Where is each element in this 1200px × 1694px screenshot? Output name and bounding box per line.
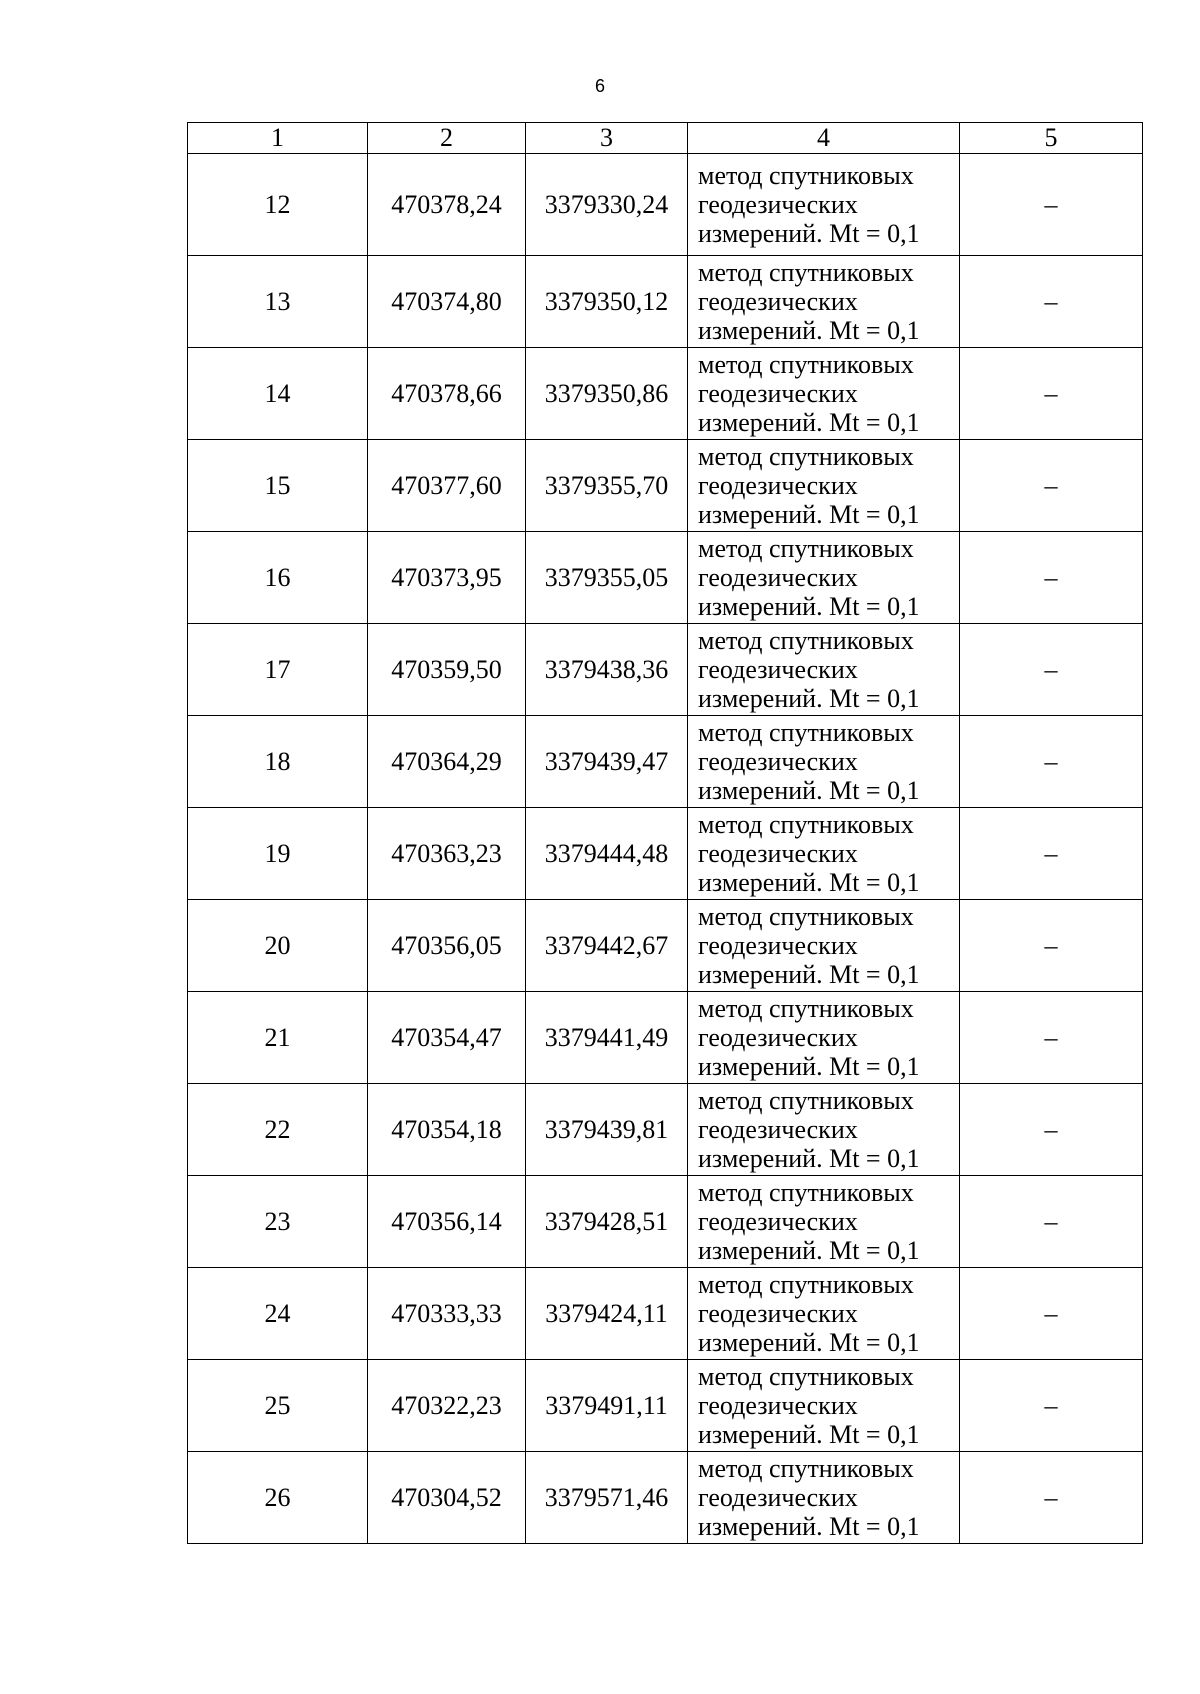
x-coordinate-cell: 470373,95 bbox=[368, 532, 526, 624]
table-row bbox=[188, 440, 1143, 532]
note-cell: – bbox=[960, 440, 1143, 532]
point-number-cell: 16 bbox=[188, 532, 368, 624]
method-cell bbox=[688, 624, 960, 716]
x-coordinate-cell: 470363,23 bbox=[368, 808, 526, 900]
table-body bbox=[188, 154, 1143, 1544]
header-col-2: 2 bbox=[368, 123, 526, 154]
table-row bbox=[188, 1452, 1143, 1544]
method-line: измерений. Mt = 0,1 bbox=[698, 316, 920, 345]
note-cell: – bbox=[960, 532, 1143, 624]
header-col-5: 5 bbox=[960, 123, 1143, 154]
point-number-cell: 22 bbox=[188, 1084, 368, 1176]
method-line: геодезических bbox=[698, 655, 858, 684]
x-coordinate-cell: 470354,47 bbox=[368, 992, 526, 1084]
method-line: метод спутниковых bbox=[698, 718, 914, 747]
method-line: метод спутниковых bbox=[698, 1270, 914, 1299]
table-header bbox=[188, 123, 1143, 154]
x-coordinate-cell: 470374,80 bbox=[368, 256, 526, 348]
y-coordinate-cell: 3379330,24 bbox=[526, 154, 688, 256]
point-number-cell: 15 bbox=[188, 440, 368, 532]
method-line: измерений. Mt = 0,1 bbox=[698, 1328, 920, 1357]
y-coordinate-cell: 3379350,12 bbox=[526, 256, 688, 348]
point-number-cell: 18 bbox=[188, 716, 368, 808]
point-number-cell: 14 bbox=[188, 348, 368, 440]
note-cell: – bbox=[960, 624, 1143, 716]
method-line: метод спутниковых bbox=[698, 1362, 914, 1391]
y-coordinate-cell: 3379444,48 bbox=[526, 808, 688, 900]
header-col-1: 1 bbox=[188, 123, 368, 154]
method-line: измерений. Mt = 0,1 bbox=[698, 1144, 920, 1173]
method-cell bbox=[688, 992, 960, 1084]
y-coordinate-cell: 3379438,36 bbox=[526, 624, 688, 716]
note-cell: – bbox=[960, 1176, 1143, 1268]
point-number-cell: 26 bbox=[188, 1452, 368, 1544]
method-line: геодезических bbox=[698, 563, 858, 592]
point-number-cell: 13 bbox=[188, 256, 368, 348]
x-coordinate-cell: 470356,05 bbox=[368, 900, 526, 992]
point-number-cell: 24 bbox=[188, 1268, 368, 1360]
method-line: метод спутниковых bbox=[698, 1454, 914, 1483]
method-line: метод спутниковых bbox=[698, 350, 914, 379]
y-coordinate-cell: 3379442,67 bbox=[526, 900, 688, 992]
method-line: геодезических bbox=[698, 471, 858, 500]
table-row bbox=[188, 624, 1143, 716]
table-row bbox=[188, 154, 1143, 256]
method-line: измерений. Mt = 0,1 bbox=[698, 500, 920, 529]
table-row bbox=[188, 256, 1143, 348]
note-cell: – bbox=[960, 992, 1143, 1084]
table-row bbox=[188, 808, 1143, 900]
point-number-cell: 20 bbox=[188, 900, 368, 992]
y-coordinate-cell: 3379355,05 bbox=[526, 532, 688, 624]
method-cell bbox=[688, 1176, 960, 1268]
method-cell bbox=[688, 1084, 960, 1176]
method-cell bbox=[688, 808, 960, 900]
note-cell: – bbox=[960, 808, 1143, 900]
method-line: метод спутниковых bbox=[698, 442, 914, 471]
x-coordinate-cell: 470354,18 bbox=[368, 1084, 526, 1176]
y-coordinate-cell: 3379428,51 bbox=[526, 1176, 688, 1268]
method-cell bbox=[688, 440, 960, 532]
y-coordinate-cell: 3379571,46 bbox=[526, 1452, 688, 1544]
note-cell: – bbox=[960, 1084, 1143, 1176]
point-number-cell: 21 bbox=[188, 992, 368, 1084]
method-line: геодезических bbox=[698, 1391, 858, 1420]
method-line: измерений. Mt = 0,1 bbox=[698, 776, 920, 805]
method-cell bbox=[688, 900, 960, 992]
method-line: метод спутниковых bbox=[698, 902, 914, 931]
method-cell bbox=[688, 154, 960, 256]
table-row bbox=[188, 348, 1143, 440]
method-cell bbox=[688, 532, 960, 624]
y-coordinate-cell: 3379439,47 bbox=[526, 716, 688, 808]
method-line: геодезических bbox=[698, 190, 858, 219]
x-coordinate-cell: 470378,66 bbox=[368, 348, 526, 440]
note-cell: – bbox=[960, 256, 1143, 348]
x-coordinate-cell: 470322,23 bbox=[368, 1360, 526, 1452]
method-line: измерений. Mt = 0,1 bbox=[698, 1512, 920, 1541]
table-row bbox=[188, 716, 1143, 808]
note-cell: – bbox=[960, 1360, 1143, 1452]
page-number: 6 bbox=[594, 76, 605, 96]
method-line: измерений. Mt = 0,1 bbox=[698, 684, 920, 713]
point-number-cell: 25 bbox=[188, 1360, 368, 1452]
method-cell bbox=[688, 716, 960, 808]
method-line: измерений. Mt = 0,1 bbox=[698, 1420, 920, 1449]
method-line: геодезических bbox=[698, 1115, 858, 1144]
table-row bbox=[188, 532, 1143, 624]
table-row bbox=[188, 1176, 1143, 1268]
x-coordinate-cell: 470377,60 bbox=[368, 440, 526, 532]
y-coordinate-cell: 3379355,70 bbox=[526, 440, 688, 532]
point-number-cell: 19 bbox=[188, 808, 368, 900]
x-coordinate-cell: 470359,50 bbox=[368, 624, 526, 716]
method-cell bbox=[688, 1268, 960, 1360]
note-cell: – bbox=[960, 348, 1143, 440]
method-line: геодезических bbox=[698, 931, 858, 960]
method-line: измерений. Mt = 0,1 bbox=[698, 408, 920, 437]
method-line: метод спутниковых bbox=[698, 161, 914, 190]
method-line: метод спутниковых bbox=[698, 810, 914, 839]
method-line: измерений. Mt = 0,1 bbox=[698, 1236, 920, 1265]
x-coordinate-cell: 470356,14 bbox=[368, 1176, 526, 1268]
method-line: геодезических bbox=[698, 747, 858, 776]
table-row bbox=[188, 1360, 1143, 1452]
point-number-cell: 23 bbox=[188, 1176, 368, 1268]
method-line: метод спутниковых bbox=[698, 1086, 914, 1115]
y-coordinate-cell: 3379439,81 bbox=[526, 1084, 688, 1176]
y-coordinate-cell: 3379491,11 bbox=[526, 1360, 688, 1452]
header-col-3: 3 bbox=[526, 123, 688, 154]
note-cell: – bbox=[960, 1452, 1143, 1544]
method-line: геодезических bbox=[698, 1023, 858, 1052]
method-line: измерений. Mt = 0,1 bbox=[698, 868, 920, 897]
method-line: метод спутниковых bbox=[698, 994, 914, 1023]
header-row bbox=[188, 123, 1143, 154]
header-col-4: 4 bbox=[688, 123, 960, 154]
method-cell bbox=[688, 1452, 960, 1544]
method-line: метод спутниковых bbox=[698, 1178, 914, 1207]
y-coordinate-cell: 3379441,49 bbox=[526, 992, 688, 1084]
table-row bbox=[188, 900, 1143, 992]
table-row bbox=[188, 1084, 1143, 1176]
method-line: метод спутниковых bbox=[698, 534, 914, 563]
method-line: геодезических bbox=[698, 1483, 858, 1512]
method-line: геодезических bbox=[698, 379, 858, 408]
y-coordinate-cell: 3379424,11 bbox=[526, 1268, 688, 1360]
y-coordinate-cell: 3379350,86 bbox=[526, 348, 688, 440]
method-line: геодезических bbox=[698, 1207, 858, 1236]
method-cell bbox=[688, 1360, 960, 1452]
method-cell bbox=[688, 256, 960, 348]
method-line: измерений. Mt = 0,1 bbox=[698, 219, 920, 248]
x-coordinate-cell: 470333,33 bbox=[368, 1268, 526, 1360]
x-coordinate-cell: 470378,24 bbox=[368, 154, 526, 256]
table-row bbox=[188, 1268, 1143, 1360]
note-cell: – bbox=[960, 154, 1143, 256]
method-line: измерений. Mt = 0,1 bbox=[698, 1052, 920, 1081]
table-row bbox=[188, 992, 1143, 1084]
x-coordinate-cell: 470304,52 bbox=[368, 1452, 526, 1544]
method-line: измерений. Mt = 0,1 bbox=[698, 592, 920, 621]
note-cell: – bbox=[960, 900, 1143, 992]
method-line: метод спутниковых bbox=[698, 626, 914, 655]
method-cell bbox=[688, 348, 960, 440]
method-line: геодезических bbox=[698, 287, 858, 316]
point-number-cell: 12 bbox=[188, 154, 368, 256]
x-coordinate-cell: 470364,29 bbox=[368, 716, 526, 808]
point-number-cell: 17 bbox=[188, 624, 368, 716]
method-line: геодезических bbox=[698, 839, 858, 868]
method-line: метод спутниковых bbox=[698, 258, 914, 287]
coordinates-table bbox=[187, 122, 1143, 1544]
note-cell: – bbox=[960, 716, 1143, 808]
method-line: измерений. Mt = 0,1 bbox=[698, 960, 920, 989]
method-line: геодезических bbox=[698, 1299, 858, 1328]
note-cell: – bbox=[960, 1268, 1143, 1360]
